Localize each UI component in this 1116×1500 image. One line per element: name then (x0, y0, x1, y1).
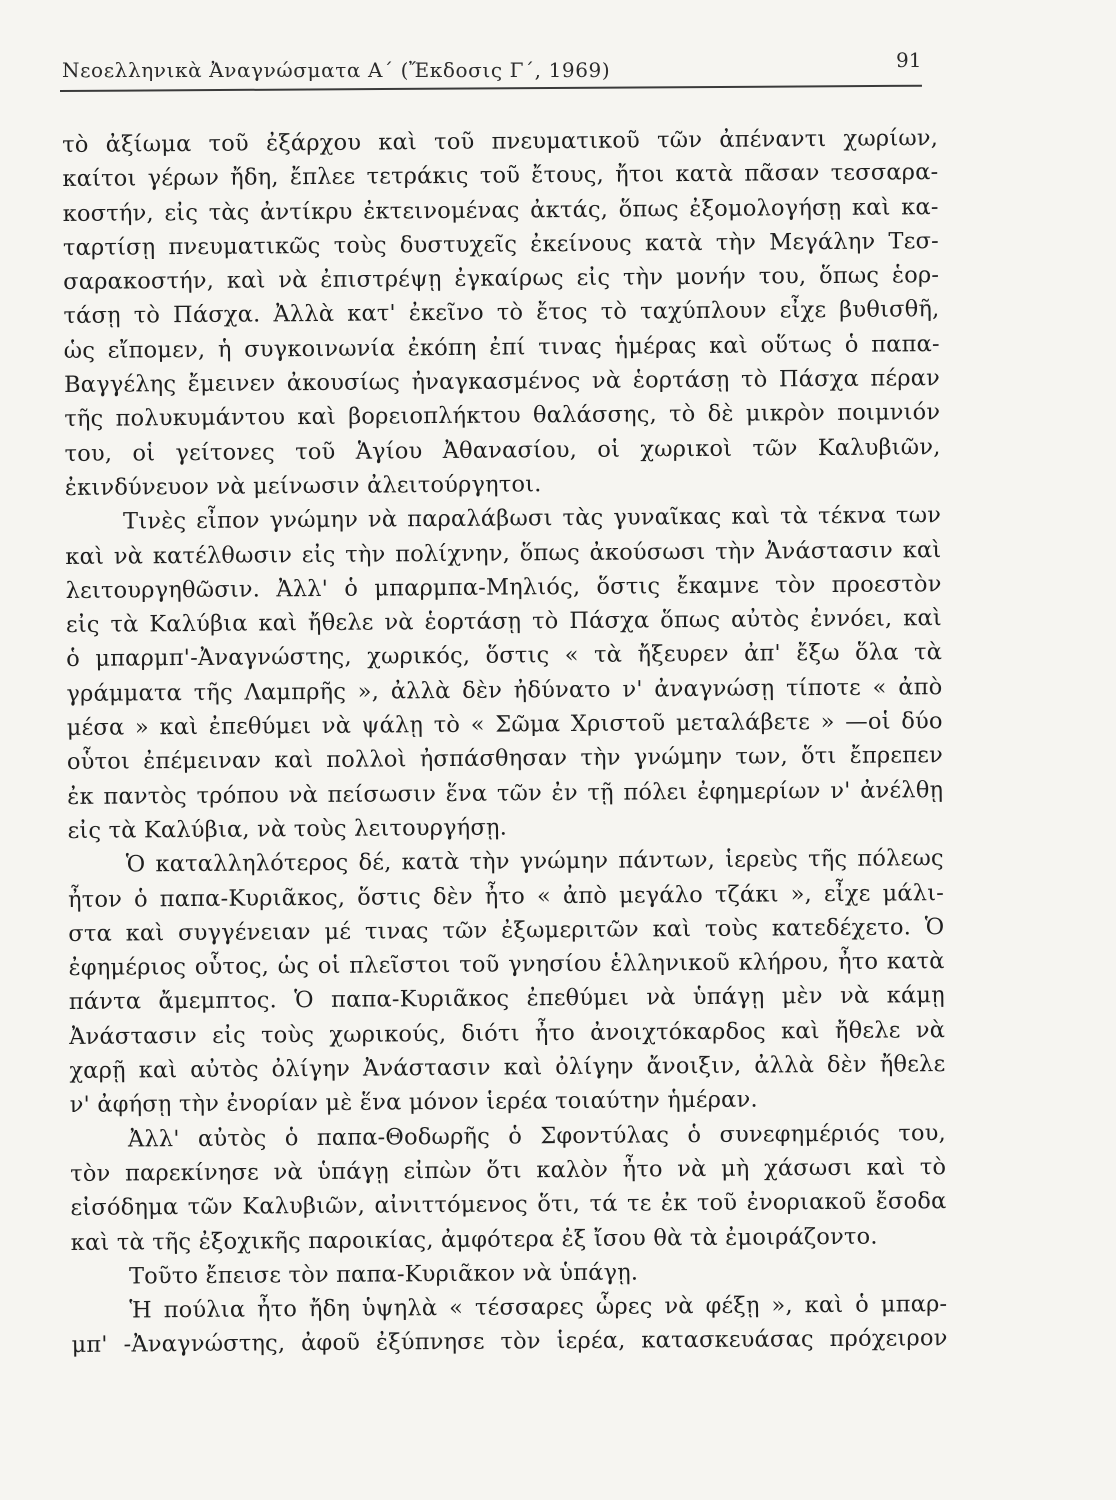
paragraph-first-line: Ἀλλ' αὐτὸς ὁ παπα-Θοδωρῆς ὁ Σφοντύλας ὁ συνεφημέριός του, (127, 1119, 947, 1153)
text-line: εἰς τὰ Καλύβια καὶ ἤθελε νὰ ἑορτάσῃ τὸ Πάσχα ὅπως αὐτὸς ἐννόει, καὶ (65, 605, 942, 639)
paragraph-first-line: Ὁ καταλληλότερος δέ, κατὰ τὴν γνώμην πάντων, ἱερεὺς τῆς πόλεως (125, 845, 944, 878)
text-line: σαρακοστήν, καὶ νὰ ἐπιστρέψῃ ἐγκαίρως εἰς τὴν μονήν του, ὅπως ἑορ- (63, 262, 940, 296)
text-line: τὸ ἀξίωμα τοῦ ἐξάρχου καὶ τοῦ πνευματικοῦ τῶν ἀπέναντι χωρίων, (62, 125, 939, 158)
text-line: γράμματα τῆς Λαμπρῆς », ἀλλὰ δὲν ἠδύνατο ν' ἀναγνώσῃ τίποτε « ἀπὸ (66, 673, 943, 707)
text-line: ἐκ παντὸς τρόπου νὰ πείσωσιν ἕνα τῶν ἐν τῇ πόλει ἐφημερίων ν' ἀνέλθῃ (67, 776, 944, 810)
paragraph-first-line: Ἡ πούλια ἦτο ἤδη ὑψηλὰ « τέσσαρες ὧρες νὰ φέξῃ », καὶ ὁ μπαρ- (129, 1291, 948, 1324)
text-line: τάσῃ τὸ Πάσχα. Ἀλλὰ κατ' ἐκεῖνο τὸ ἔτος τὸ ταχύπλουν εἶχε βυθισθῆ, (63, 296, 940, 330)
text-line: ὁ μπαρμπ'-Ἀναγνώστης, χωρικός, ὅστις « τὰ ἤξευρεν ἀπ' ἔξω ὅλα τὰ (66, 639, 943, 673)
running-title: Νεοελληνικὰ Ἀναγνώσματα Α΄ (Ἔκδοσις Γ΄, 1969) (62, 58, 611, 82)
text-line: Ἀνάστασιν εἰς τοὺς χωρικούς, διότι ἦτο ἀνοιχτόκαρδος καὶ ἤθελε νὰ (69, 1016, 946, 1050)
text-line: ὡς εἴπομεν, ἡ συγκοινωνία ἐκόπη ἐπί τινας ἡμέρας καὶ οὕτως ὁ παπα- (63, 330, 940, 364)
text-line: εἰς τὰ Καλύβια, νὰ τοὺς λειτουργήσῃ. (67, 814, 508, 844)
text-line: στα καὶ συγγένειαν μέ τινας τῶν ἐξωμεριτῶν καὶ τοὺς κατεδέχετο. Ὁ (68, 913, 945, 947)
page-number: 91 (896, 48, 922, 72)
text-line: μέσα » καὶ ἐπεθύμει νὰ ψάλῃ τὸ « Σῶμα Χριστοῦ μεταλάβετε » —οἱ δύο (66, 708, 943, 742)
text-line: ταρτίσῃ πνευματικῶς τοὺς δυστυχεῖς ἐκείνους κατὰ τὴν Μεγάλην Τεσ- (62, 228, 940, 261)
text-line: οὗτοι ἐπέμειναν καὶ πολλοὶ ἠσπάσθησαν τὴν γνώμην των, ὅτι ἔπρεπεν (66, 742, 944, 776)
text-line: τῆς πολυκυμάντου καὶ βορειοπλήκτου θαλάσσης, τὸ δὲ μικρὸν ποιμνιόν (64, 399, 941, 433)
text-line: καὶ τὰ τῆς ἐξοχικῆς παροικίας, ἀμφότερα ἐξ ἴσου θὰ τὰ ἐμοιράζοντο. (70, 1223, 878, 1256)
header-rule (60, 85, 922, 92)
text-line: εἰσόδημα τῶν Καλυβιῶν, αἰνιττόμενος ὅτι, τά τε ἐκ τοῦ ἐνοριακοῦ ἔσοδα (70, 1188, 947, 1222)
text-line: πάντα ἄμεμπτος. Ὁ παπα-Κυριᾶκος ἐπεθύμει νὰ ὑπάγῃ μὲν νὰ κάμῃ (68, 982, 945, 1016)
paragraph-first-line: Τινὲς εἶπον γνώμην νὰ παραλάβωσι τὰς γυναῖκας καὶ τὰ τέκνα των (122, 502, 942, 535)
text-line: κοστήν, εἰς τὰς ἀντίκρυ ἐκτεινομένας ἀκτάς, ὅπως ἐξομολογήσῃ καὶ κα- (62, 193, 939, 227)
text-line: του, οἱ γείτονες τοῦ Ἁγίου Ἀθανασίου, οἱ χωρικοὶ τῶν Καλυβιῶν, (64, 433, 941, 467)
text-line: ἦτον ὁ παπα-Κυριᾶκος, ὅστις δὲν ἦτο « ἀπὸ μεγάλο τζάκι », εἶχε μάλι- (67, 879, 945, 913)
text-line: Βαγγέλης ἔμεινεν ἀκουσίως ἠναγκασμένος νὰ ἑορτάσῃ τὸ Πάσχα πέραν (63, 365, 941, 399)
text-line: καίτοι γέρων ἤδη, ἔπλεε τετράκις τοῦ ἔτους, ἤτοι κατὰ πᾶσαν τεσσαρα- (62, 159, 939, 193)
text-line: χαρῇ καὶ αὐτὸς ὀλίγην Ἀνάστασιν καὶ ὀλίγην ἄνοιξιν, ἀλλὰ δὲν ἤθελε (69, 1051, 946, 1084)
text-line: ἐκινδύνευον νὰ μείνωσιν ἀλειτούργητοι. (64, 471, 542, 501)
text-line: τὸν παρεκίνησε νὰ ὑπάγῃ εἰπὼν ὅτι καλὸν ἦτο νὰ μὴ χάσωσι καὶ τὸ (70, 1153, 947, 1187)
text-line: ν' ἀφήσῃ τὴν ἐνορίαν μὲ ἕνα μόνον ἱερέα τοιαύτην ἡμέραν. (69, 1086, 758, 1119)
body-text (62, 121, 948, 1363)
text-line: ἐφημέριος οὗτος, ὡς οἱ πλεῖστοι τοῦ γνησίου ἑλληνικοῦ κλήρου, ἦτο κατὰ (68, 948, 945, 982)
text-line: καὶ νὰ κατέλθωσιν εἰς τὴν πολίχνην, ὅπως ἀκούσωσι τὴν Ἀνάστασιν καὶ (65, 536, 942, 570)
paragraph-first-line: Τοῦτο ἔπεισε τὸν παπα-Κυριᾶκον νὰ ὑπάγῃ. (128, 1259, 639, 1290)
text-line: λειτουργηθῶσιν. Ἀλλ' ὁ μπαρμπα-Μηλιός, ὅστις ἔκαμνε τὸν προεστὸν (65, 570, 942, 604)
text-line: μπ' -Ἀναγνώστης, ἀφοῦ ἐξύπνησε τὸν ἱερέα, κατασκευάσας πρόχειρον (71, 1325, 948, 1359)
